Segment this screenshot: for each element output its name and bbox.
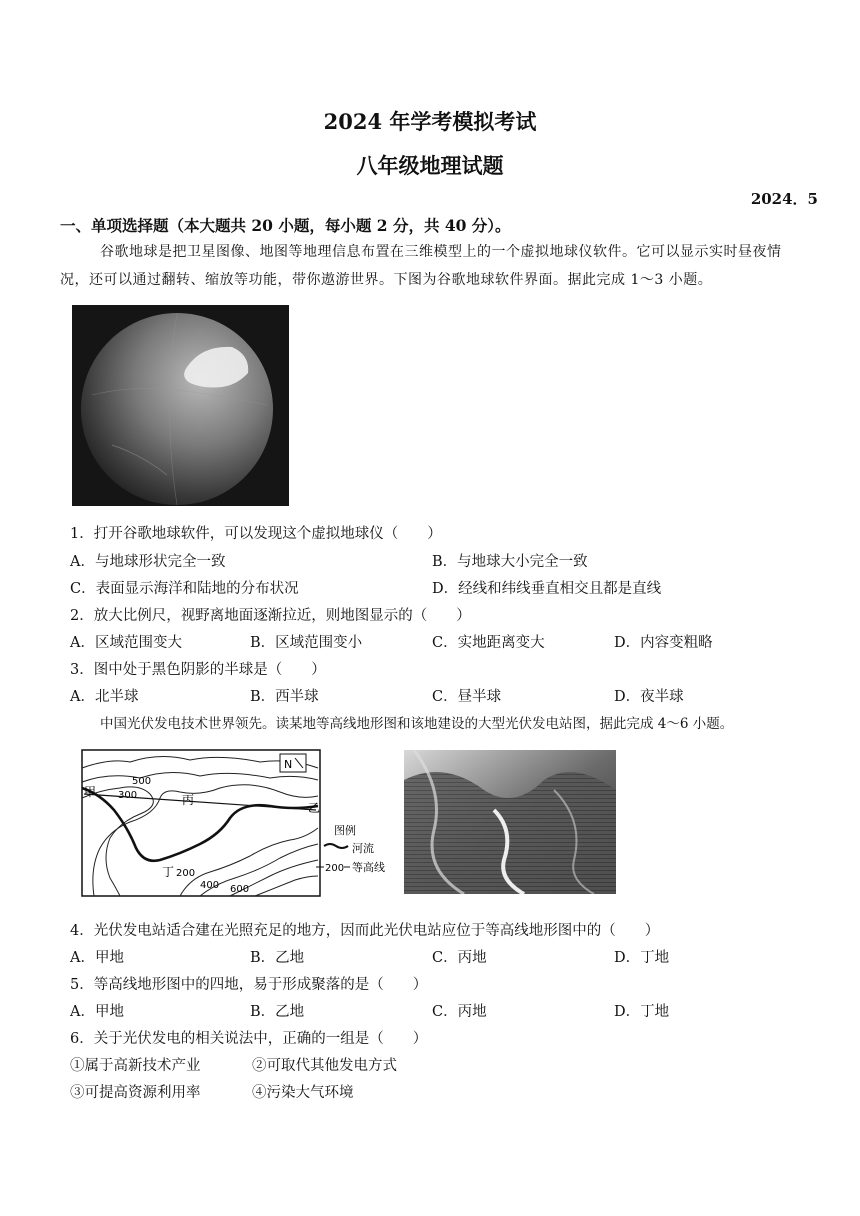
q3-option-c[interactable]: C．昼半球 bbox=[432, 689, 502, 705]
intro-paragraph-2: 中国光伏发电技术世界领先。读某地等高线地形图和该地建设的大型光伏发电站图，据此完成 4～6 小题。 bbox=[100, 716, 734, 732]
section-heading: 一、单项选择题（本大题共 20 小题，每小题 2 分，共 40 分）。 bbox=[60, 216, 511, 235]
google-earth-image bbox=[72, 305, 289, 506]
q2-option-c[interactable]: C．实地距离变大 bbox=[432, 635, 545, 651]
intro-paragraph-1: 谷歌地球是把卫星图像、地图等地理信息布置在三维模型上的一个虚拟地球仪软件。它可以显示实时昼夜情况，还可以通过翻转、缩放等功能，带你遨游世界。下图为谷歌地球软件界面。据此完成 1～3 小题。 bbox=[60, 244, 782, 288]
q6-statement-4: ④污染大气环境 bbox=[252, 1085, 354, 1101]
legend-title: 图例 bbox=[334, 824, 356, 837]
exam-date: 2024．5 bbox=[750, 190, 818, 208]
q4-option-c[interactable]: C．丙地 bbox=[432, 950, 487, 966]
contour-map bbox=[80, 748, 400, 898]
q3-option-a[interactable]: A．北半球 bbox=[70, 689, 139, 705]
contour-label-200: 200 bbox=[176, 868, 196, 879]
question-1: 1．打开谷歌地球软件，可以发现这个虚拟地球仪（ ） bbox=[70, 526, 442, 542]
question-2: 2．放大比例尺，视野离地面逐渐拉近，则地图显示的（ ） bbox=[70, 608, 471, 624]
q3-option-d[interactable]: D．夜半球 bbox=[614, 689, 684, 705]
north-label: N bbox=[284, 758, 293, 771]
q6-statement-1: ①属于高新技术产业 bbox=[70, 1058, 201, 1074]
place-ding: 丁 bbox=[162, 865, 175, 879]
q4-option-d[interactable]: D．丁地 bbox=[614, 950, 670, 966]
legend-river: 河流 bbox=[352, 842, 374, 855]
q6-statement-2: ②可取代其他发电方式 bbox=[252, 1058, 397, 1074]
q5-option-c[interactable]: C．丙地 bbox=[432, 1004, 487, 1020]
contour-label-400: 400 bbox=[200, 880, 220, 891]
q5-option-d[interactable]: D．丁地 bbox=[614, 1004, 670, 1020]
q4-option-a[interactable]: A．甲地 bbox=[70, 950, 124, 966]
q5-option-b[interactable]: B．乙地 bbox=[250, 1004, 305, 1020]
q2-option-a[interactable]: A．区域范围变大 bbox=[70, 635, 182, 651]
q6-statement-3: ③可提高资源利用率 bbox=[70, 1085, 201, 1101]
question-3: 3．图中处于黑色阴影的半球是（ ） bbox=[70, 662, 326, 678]
place-bing: 丙 bbox=[182, 793, 195, 807]
question-6: 6．关于光伏发电的相关说法中，正确的一组是（ ） bbox=[70, 1031, 428, 1047]
q2-option-b[interactable]: B．区域范围变小 bbox=[250, 635, 363, 651]
q3-option-b[interactable]: B．西半球 bbox=[250, 689, 319, 705]
contour-label-600: 600 bbox=[230, 884, 250, 895]
exam-title: 2024 年学考模拟考试 bbox=[323, 109, 537, 134]
question-5: 5．等高线地形图中的四地，易于形成聚落的是（ ） bbox=[70, 977, 428, 993]
place-yi: 乙 bbox=[308, 801, 321, 815]
q1-option-d[interactable]: D．经线和纬线垂直相交且都是直线 bbox=[432, 581, 662, 597]
exam-subtitle: 八年级地理试题 bbox=[356, 153, 504, 178]
legend-contour-value: 200 bbox=[325, 863, 345, 874]
question-4: 4．光伏发电站适合建在光照充足的地方，因而此光伏电站应位于等高线地形图中的（ ） bbox=[70, 923, 660, 939]
q1-option-b[interactable]: B．与地球大小完全一致 bbox=[432, 554, 588, 570]
solar-station-photo bbox=[404, 750, 616, 894]
q2-option-d[interactable]: D．内容变粗略 bbox=[614, 635, 713, 651]
q5-option-a[interactable]: A．甲地 bbox=[70, 1004, 124, 1020]
q4-option-b[interactable]: B．乙地 bbox=[250, 950, 305, 966]
q1-option-a[interactable]: A．与地球形状完全一致 bbox=[70, 554, 226, 570]
contour-label-500: 500 bbox=[132, 776, 152, 787]
contour-label-300: 300 bbox=[118, 790, 138, 801]
legend-contour: 等高线 bbox=[352, 861, 385, 874]
q1-option-c[interactable]: C．表面显示海洋和陆地的分布状况 bbox=[70, 581, 299, 597]
place-jia: 甲 bbox=[84, 785, 97, 799]
